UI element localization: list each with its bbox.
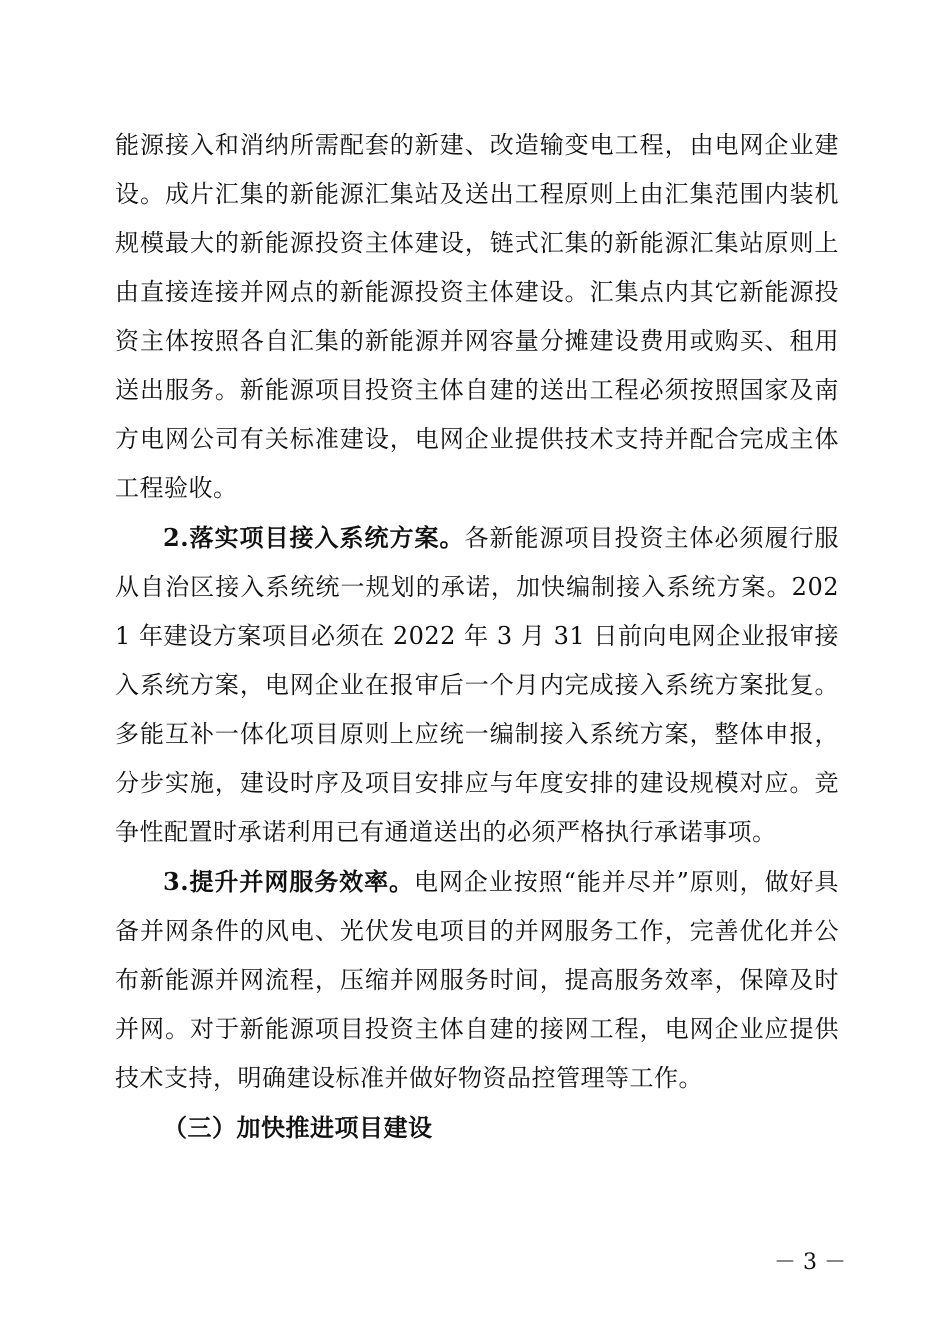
page-number: － 3 － xyxy=(774,1250,846,1275)
paragraph-text: 电网企业按照“能并尽并”原则，做好具备并网条件的风电、光伏发电项目的并网服务工作，完善优化并公布新能源并网流程，压缩并网服务时间，提高服务效率，保障及时并网。对于新能源项目投资主体自建的接网工程，电网企业应提供技术支持，明确建设标准并做好物资品控管理等工作。 xyxy=(115,868,839,1092)
section-heading: （三）加快推进项目建设 xyxy=(163,1113,433,1142)
paragraph-continued xyxy=(115,121,839,513)
paragraph-item-2 xyxy=(115,513,839,857)
paragraph-item-3 xyxy=(115,857,839,1103)
paragraph-lead: 3.提升并网服务效率。 xyxy=(163,867,414,896)
paragraph-text: 能源接入和消纳所需配套的新建、改造输变电工程，由电网企业建设。成片汇集的新能源汇集站及送出工程原则上由汇集范围内装机规模最大的新能源投资主体建设，链式汇集的新能源汇集站原则上由直接连接并网点的新能源投资主体建设。汇集点内其它新能源投资主体按照各自汇集的新能源并网容量分摊建设费用或购买、租用送出服务。新能源项目投资主体自建的送出工程必须按照国家及南方电网公司有关标准建设，电网企业提供技术支持并配合完成主体工程验收。 xyxy=(115,131,839,502)
paragraph-lead: 2.落实项目接入系统方案。 xyxy=(163,523,465,552)
paragraph-text: 各新能源项目投资主体必须履行服从自治区接入系统统一规划的承诺，加快编制接入系统方案。2021 年建设方案项目必须在 2022 年 3 月 31 日前向电网企业报审接入系统方案，电网企业在报审后一个月内完成接入系统方案批复。多能互补一体化项目原则上应统一编制接入系统方案，整体申报，分步实施，建设时序及项目安排应与年度安排的建设规模对应。竞争性配置时承诺利用已有通道送出的必须严格执行承诺事项。 xyxy=(115,524,839,846)
document-body xyxy=(115,121,839,1152)
